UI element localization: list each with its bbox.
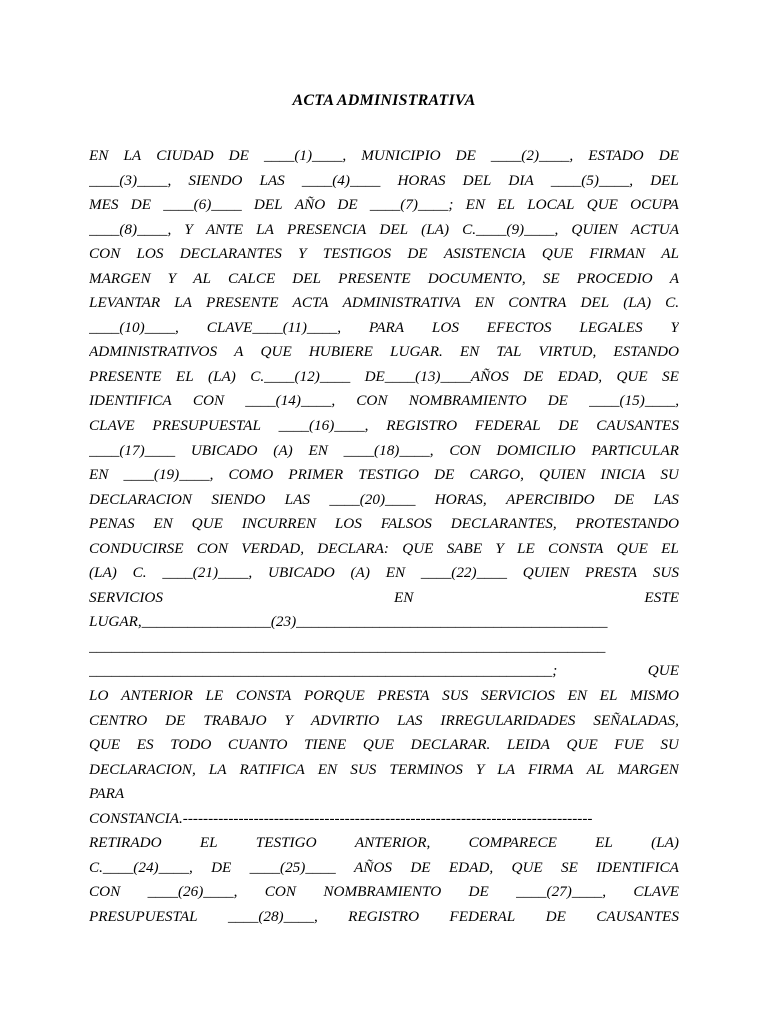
line-word: ANTERIOR (121, 687, 193, 705)
line-word: ES (136, 736, 154, 754)
line-word: ____(25)____ (249, 858, 336, 876)
line-word: C.____(9)____, (462, 220, 559, 238)
line-word: LOS (334, 515, 362, 533)
line-word: AL (193, 269, 211, 287)
line-word: CON (89, 883, 121, 901)
line-word: LA (256, 220, 274, 238)
line-word: EN (308, 441, 328, 459)
line-word: PRESTA (377, 687, 430, 705)
line-word: REGISTRO (348, 907, 420, 925)
line-word: UBICADO (268, 564, 335, 582)
line-word: LA (208, 760, 227, 778)
line-word: ADMINISTRATIVOS (89, 343, 218, 361)
line-word: DEL (580, 294, 610, 312)
line-word: Y (475, 760, 485, 778)
line-word: DE (455, 147, 476, 164)
line-word: LEVANTAR (89, 294, 161, 312)
line-word: LE (205, 687, 224, 705)
document-line (89, 880, 679, 905)
line-word: PRESENCIA (286, 220, 367, 238)
line-word: Y (167, 269, 177, 287)
line-word: LEGALES (579, 318, 643, 336)
line-word: LAS (397, 711, 423, 729)
line-word: SEÑALADAS, (593, 711, 679, 729)
line-word: DE (468, 883, 489, 901)
line-word: CENTRO (89, 711, 148, 729)
line-word: FUE (614, 736, 644, 754)
line-word: QUE (260, 343, 292, 361)
line-word: (LA) (623, 294, 652, 312)
line-word: DIA (508, 171, 534, 189)
line-word: (LA) (651, 834, 679, 852)
line-word: APERCIBIDO (506, 490, 595, 508)
line-word: UBICADO (190, 441, 258, 459)
line-word: ____(18)____, (343, 441, 434, 459)
line-word: LOS (431, 318, 459, 336)
line-word: PRIMER (288, 466, 344, 484)
document-line (89, 512, 679, 537)
line-word: TAL (496, 343, 522, 361)
line-word: QUE (89, 736, 121, 754)
line-word: DE (130, 196, 151, 214)
line-word: Y (495, 539, 504, 557)
document-line (89, 389, 679, 414)
line-word: DEL (253, 196, 283, 214)
line-word: CLAVE (89, 417, 135, 435)
line-word: FIRMAN (589, 245, 646, 263)
line-word: AÑOS (354, 858, 392, 876)
line-word: HORAS (397, 171, 446, 189)
line-word: IDENTIFICA (596, 858, 679, 876)
line-word: CLAVE____(11)____, (206, 318, 342, 336)
document-line (89, 905, 679, 930)
line-word: LAS (284, 490, 310, 508)
line-word: PRESUPUESTAL (152, 417, 261, 435)
line-word: RETIRADO (89, 834, 162, 852)
line-word: ____(16)____, (278, 417, 369, 435)
line-word: TESTIGOS (322, 245, 392, 263)
line-word: EN (385, 564, 406, 582)
line-word: DECLARACION (89, 490, 192, 508)
line-word: PARA (368, 318, 405, 336)
line-word: EL (175, 367, 194, 385)
line-word: ____(22)____ (420, 564, 507, 582)
line-word: ____(1)____, (263, 147, 347, 164)
line-word: ____(2)____, (490, 147, 574, 164)
line-word: SUS (652, 564, 679, 582)
document-line (89, 340, 679, 365)
line-word: (LA) (208, 367, 236, 385)
line-word: LOCAL (527, 196, 575, 214)
line-word: EL (599, 687, 618, 705)
line-word: AL (661, 245, 679, 263)
line-word: CIUDAD (156, 147, 214, 164)
line-word: EN (153, 515, 173, 533)
line-word: CONTRA (508, 294, 567, 312)
line-word: QUE (402, 539, 434, 557)
line-word: NOMBRAMIENTO (408, 392, 527, 410)
line-word: PARTICULAR (591, 441, 679, 459)
line-word: C. (665, 294, 679, 312)
line-word: CON (449, 441, 481, 459)
document-line (89, 758, 679, 783)
line-word: FEDERAL (449, 907, 516, 925)
line-word: Y (670, 318, 679, 336)
line-word: ____(17)____ (89, 441, 176, 459)
line-word: PRESTA (584, 564, 637, 582)
document-line: CONSTANCIA.--------------------------------------------------------------------------------- (89, 809, 593, 827)
document-line: ____________________________________________________________________ (89, 637, 606, 655)
document-line (89, 267, 679, 292)
line-word: INCURREN (241, 515, 316, 533)
line-word: DOMICILIO (496, 441, 576, 459)
line-word: LA (174, 294, 192, 312)
line-word: FALSOS (380, 515, 432, 533)
line-word: DECLARA: (317, 539, 389, 557)
line-word: FIRMA (528, 760, 574, 778)
line-word: VIRTUD, (538, 343, 597, 361)
line-word: COMPARECE (468, 834, 557, 852)
line-word: ACTUA (630, 220, 679, 238)
line-word: INICIA (600, 466, 646, 484)
line-word: PRESENTE (205, 294, 279, 312)
line-word: ____(19)____, (123, 466, 214, 484)
line-word: A (669, 269, 679, 287)
line-word: ACTA (292, 294, 329, 312)
line-word: DEL (650, 171, 679, 189)
line-word: ____(4)____ (301, 171, 381, 189)
line-word: QUIEN (571, 220, 618, 238)
line-word: CALCE (227, 269, 276, 287)
document-line (89, 856, 679, 881)
line-word: CON (192, 392, 225, 410)
line-word: EN (393, 588, 414, 606)
line-word: EDAD, (557, 367, 603, 385)
line-word: AL (586, 760, 605, 778)
line-word: QUIEN (539, 466, 586, 484)
document-line (89, 218, 679, 243)
line-word: OCUPA (630, 196, 679, 214)
document-body (89, 144, 679, 930)
line-word: LEIDA (506, 736, 550, 754)
line-word: SUS (350, 760, 377, 778)
line-word: CONSTA (548, 539, 604, 557)
line-word: DECLARANTES, (450, 515, 557, 533)
line-word: PRESENTE (338, 269, 411, 287)
line-word: ____(20)____ (329, 490, 416, 508)
line-word: TRABAJO (203, 711, 267, 729)
line-word: EDAD, (448, 858, 494, 876)
line-word: TODO (170, 736, 212, 754)
line-word: Y (284, 711, 293, 729)
line-word: (A) (350, 564, 370, 582)
line-word: DE (228, 147, 249, 164)
line-word: QUIEN (522, 564, 570, 582)
document-line (89, 365, 679, 390)
line-word: (LA) (421, 220, 449, 238)
line-word: SIENDO (211, 490, 266, 508)
line-word: ____(26)____, (147, 883, 238, 901)
line-word: ____(14)____, (245, 392, 336, 410)
line-word: PRESENTE (89, 367, 162, 385)
line-word: DEL (379, 220, 409, 238)
line-word: SIENDO (188, 171, 243, 189)
line-word: LAS (653, 490, 679, 508)
document-line (89, 733, 679, 758)
line-word: ____(7)____; (369, 196, 454, 214)
line-word: NOMBRAMIENTO (323, 883, 442, 901)
line-word: C.____(12)____ (250, 367, 351, 385)
document-line (89, 561, 679, 586)
line-word: HUBIERE (308, 343, 373, 361)
line-word: EFECTOS (486, 318, 552, 336)
line-word: DE (211, 858, 232, 876)
line-word: DE (545, 907, 566, 925)
line-word: EL (497, 196, 516, 214)
document-line: PARA (89, 785, 125, 803)
line-word: ANTERIOR, (354, 834, 431, 852)
line-word: (A) (273, 441, 293, 459)
line-word: LA (123, 147, 142, 164)
document-line (89, 414, 679, 439)
line-word: VERDAD, (241, 539, 305, 557)
line-word: EL (661, 539, 679, 557)
line-word: CON (196, 539, 228, 557)
document-line (89, 439, 679, 464)
line-word: DECLARACION, (89, 760, 196, 778)
line-word: LA (497, 760, 516, 778)
line-word: LO (89, 687, 109, 705)
line-word: C. (132, 564, 147, 582)
line-word: QUE (586, 196, 618, 214)
line-word: ____(5)____, (550, 171, 634, 189)
line-word: ____(10)____, (89, 318, 179, 336)
document-line (89, 831, 679, 856)
line-word: SE (561, 858, 578, 876)
line-word: C.____(24)____, (89, 858, 193, 876)
document-line (89, 684, 679, 709)
line-word: SERVICIOS (89, 588, 163, 606)
line-word: MES (89, 196, 119, 214)
line-word: ADVIRTIO (310, 711, 380, 729)
line-word: SE (542, 269, 560, 287)
document-line (89, 169, 679, 194)
line-word: TESTIGO (358, 466, 420, 484)
line-word: CLAVE (633, 883, 679, 901)
line-word: TERMINOS (389, 760, 463, 778)
line-word: ____(28)____, (227, 907, 318, 925)
line-word: SU (660, 466, 679, 484)
line-word: LOS (136, 245, 164, 263)
line-word: MARGEN (89, 269, 151, 287)
line-word: DEL (462, 171, 492, 189)
line-word: EN (89, 147, 109, 164)
line-word: ____(3)____, (89, 171, 172, 189)
document-line (89, 488, 679, 513)
line-word: MUNICIPIO (361, 147, 441, 164)
line-word: SE (662, 367, 679, 385)
line-word: _____________________________________________________________; (89, 662, 558, 680)
line-word: TESTIGO (255, 834, 317, 852)
line-word: LAS (259, 171, 285, 189)
line-word: ____(6)____ (163, 196, 242, 214)
line-word: ESTADO (588, 147, 644, 164)
line-word: PROCEDIO (576, 269, 653, 287)
document-line (89, 193, 679, 218)
line-word: ESTE (644, 588, 679, 606)
document-line (89, 659, 679, 684)
line-word: QUE (616, 367, 648, 385)
document-line (89, 316, 679, 341)
document-line (89, 463, 679, 488)
line-word: DOCUMENTO, (427, 269, 526, 287)
line-word: ____(8)____, (89, 220, 172, 238)
line-word: EN (459, 343, 480, 361)
line-word: DE (613, 490, 635, 508)
line-word: Y (184, 220, 193, 238)
line-word: DE (407, 245, 428, 263)
line-word: EN (89, 466, 109, 484)
line-word: DECLARAR. (410, 736, 491, 754)
line-word: ADMINISTRATIVA (342, 294, 461, 312)
line-word: SU (660, 736, 679, 754)
line-word: EN (465, 196, 486, 214)
line-word: DECLARANTES (179, 245, 282, 263)
line-word: EL (199, 834, 218, 852)
line-word: CARGO, (469, 466, 524, 484)
line-word: QUE (362, 736, 395, 754)
line-word: SUS (442, 687, 469, 705)
document-line (89, 242, 679, 267)
line-word: ____(15)____, (589, 392, 679, 410)
line-word: PROTESTANDO (575, 515, 679, 533)
line-word: QUE (511, 858, 543, 876)
line-word: QUE (566, 736, 598, 754)
line-word: ANTE (205, 220, 244, 238)
line-word: PRESUPUESTAL (89, 907, 198, 925)
line-word: Y (298, 245, 307, 263)
line-word: DE (337, 196, 358, 214)
line-word: DE____(13)____AÑOS (364, 367, 509, 385)
line-word: REGISTRO (386, 417, 458, 435)
line-word: ____(27)____, (516, 883, 606, 901)
line-word: IRREGULARIDADES (440, 711, 576, 729)
line-word: MARGEN (617, 760, 679, 778)
line-word: DE (434, 466, 455, 484)
line-word: EN (474, 294, 495, 312)
line-word: SABE (446, 539, 483, 557)
line-word: COMO (228, 466, 274, 484)
line-word: AÑO (294, 196, 326, 214)
line-word: RATIFICA (239, 760, 305, 778)
line-word: CON (89, 245, 121, 263)
line-word: CON (356, 392, 388, 410)
line-word: DE (658, 147, 679, 164)
line-word: CAUSANTES (596, 907, 679, 925)
line-word: EN (317, 760, 338, 778)
line-word: MISMO (630, 687, 679, 705)
line-word: ____(21)____, (162, 564, 253, 582)
line-word: CUANTO (227, 736, 288, 754)
line-word: QUE (191, 515, 223, 533)
line-word: DE (165, 711, 186, 729)
document-line (89, 144, 679, 169)
line-word: PORQUE (303, 687, 365, 705)
line-word: CONSTA (235, 687, 292, 705)
line-word: LE (517, 539, 535, 557)
line-word: FEDERAL (474, 417, 541, 435)
line-word: DE (547, 392, 568, 410)
line-word: SERVICIOS (480, 687, 555, 705)
line-word: DE (558, 417, 579, 435)
line-word: A (234, 343, 244, 361)
line-word: TIENE (304, 736, 347, 754)
line-word: QUE (647, 662, 679, 680)
line-word: QUE (541, 245, 574, 263)
line-word: HORAS, (434, 490, 487, 508)
line-word: CAUSANTES (596, 417, 679, 435)
line-word: IDENTIFICA (89, 392, 172, 410)
line-word: ESTANDO (613, 343, 679, 361)
document-line (89, 709, 679, 734)
line-word: QUE (616, 539, 648, 557)
line-word: (LA) (89, 564, 117, 582)
document-line: LUGAR,_________________(23)_________________________________________ (89, 613, 608, 631)
line-word: DE (410, 858, 431, 876)
line-word: DE (523, 367, 544, 385)
line-word: PENAS (89, 515, 135, 533)
line-word: EN (567, 687, 587, 705)
line-word: CONDUCIRSE (89, 539, 184, 557)
document-line (89, 586, 679, 611)
document-line (89, 291, 679, 316)
document-title: ACTA ADMINISTRATIVA (292, 92, 476, 109)
line-word: ASISTENCIA (443, 245, 526, 263)
line-word: DEL (292, 269, 321, 287)
line-word: EL (595, 834, 613, 852)
line-word: LUGAR. (390, 343, 443, 361)
line-word: CON (264, 883, 297, 901)
document-line (89, 537, 679, 562)
